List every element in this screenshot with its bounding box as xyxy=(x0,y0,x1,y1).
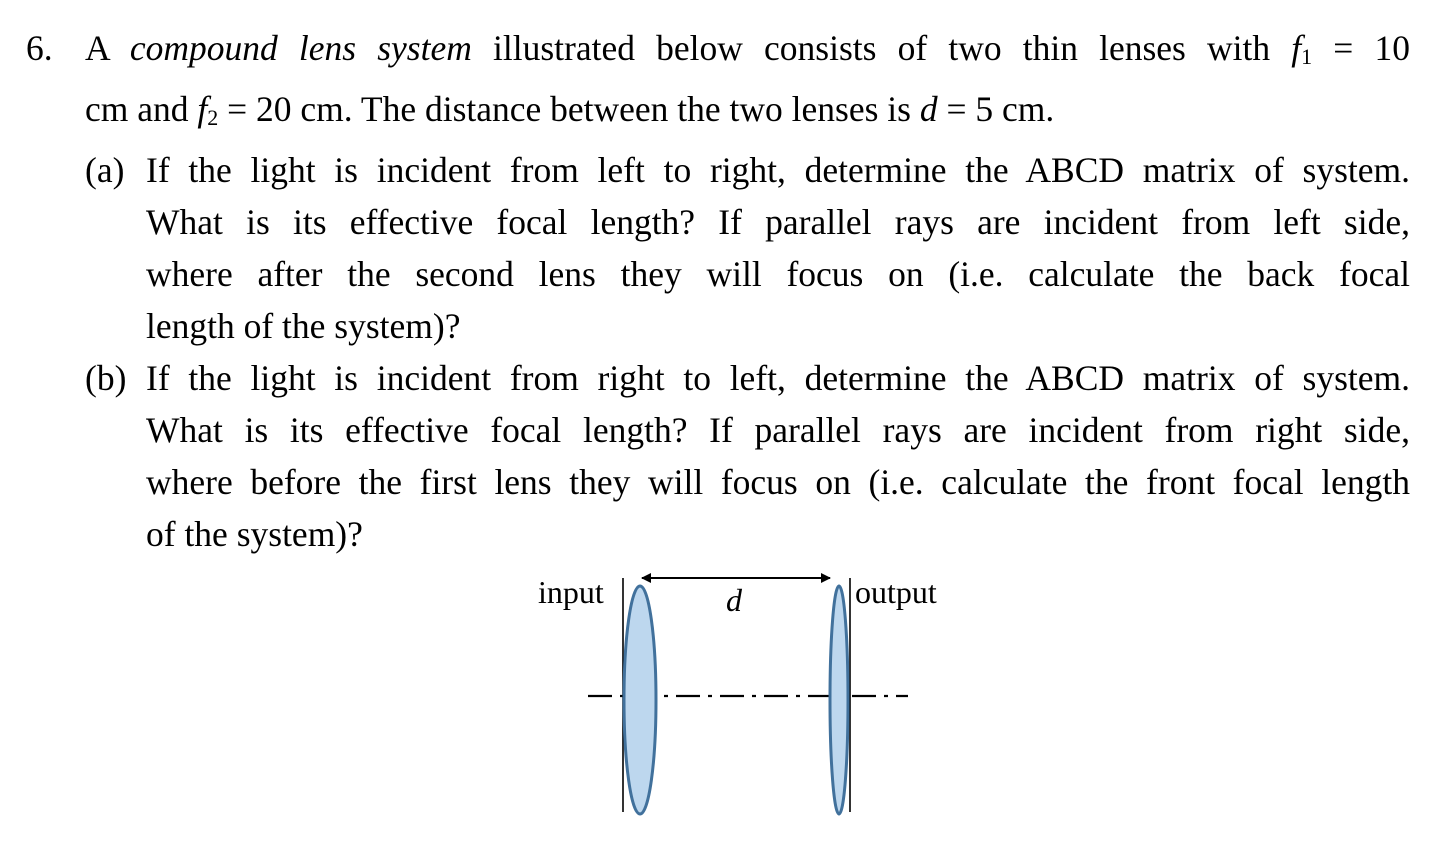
part-b-line-2: What is its effective focal length? If parallel rays are incident from right side, xyxy=(146,409,1410,450)
part-b-line-4: of the system)? xyxy=(146,513,363,554)
distance-label: d xyxy=(726,582,742,618)
stem-line-1: A compound lens system illustrated below consists of two thin lenses with $f_1 = 10$ xyxy=(85,28,1410,69)
problem-stem xyxy=(26,22,1410,144)
compound-lens-term: compound lens system xyxy=(129,28,472,68)
lens-2 xyxy=(830,586,848,814)
problem-number: 6. xyxy=(26,28,53,68)
f2-subscript: 2 xyxy=(207,104,219,130)
f2-value: = 20 cm. The distance between the two lenses is xyxy=(218,88,920,129)
part-a-label: (a) xyxy=(85,149,125,190)
d-value: = 5 cm. xyxy=(937,88,1055,129)
lens-diagram xyxy=(530,562,960,822)
stem-line-2: cm and $f_2 = 20$ cm. The distance between the two lenses is d = 5 cm. xyxy=(85,88,1055,130)
problem-6 xyxy=(26,22,1410,560)
part-a-line-1: If the light is incident from left to right, determine the ABCD matrix of system. xyxy=(146,149,1410,190)
part-b xyxy=(26,352,1410,560)
part-b-line-3: where before the first lens they will focus on (i.e. calculate the front focal length xyxy=(146,461,1410,502)
f1-value: = 10 xyxy=(1312,28,1410,68)
output-label: output xyxy=(855,574,937,610)
f2-symbol: f xyxy=(197,88,208,129)
part-a-line-3: where after the second lens they will focus on (i.e. calculate the back focal xyxy=(146,253,1410,294)
part-a xyxy=(26,144,1410,352)
part-b-line-1: If the light is incident from right to left, determine the ABCD matrix of system. xyxy=(146,357,1410,398)
part-a-line-2: What is its effective focal length? If parallel rays are incident from left side, xyxy=(146,201,1410,242)
f1-subscript: 1 xyxy=(1301,43,1313,69)
part-b-label: (b) xyxy=(85,357,127,398)
input-label: input xyxy=(538,574,604,610)
part-a-line-4: length of the system)? xyxy=(146,305,461,346)
f1-symbol: f xyxy=(1291,28,1302,68)
d-symbol: d xyxy=(919,88,938,129)
lens-1 xyxy=(624,586,656,814)
